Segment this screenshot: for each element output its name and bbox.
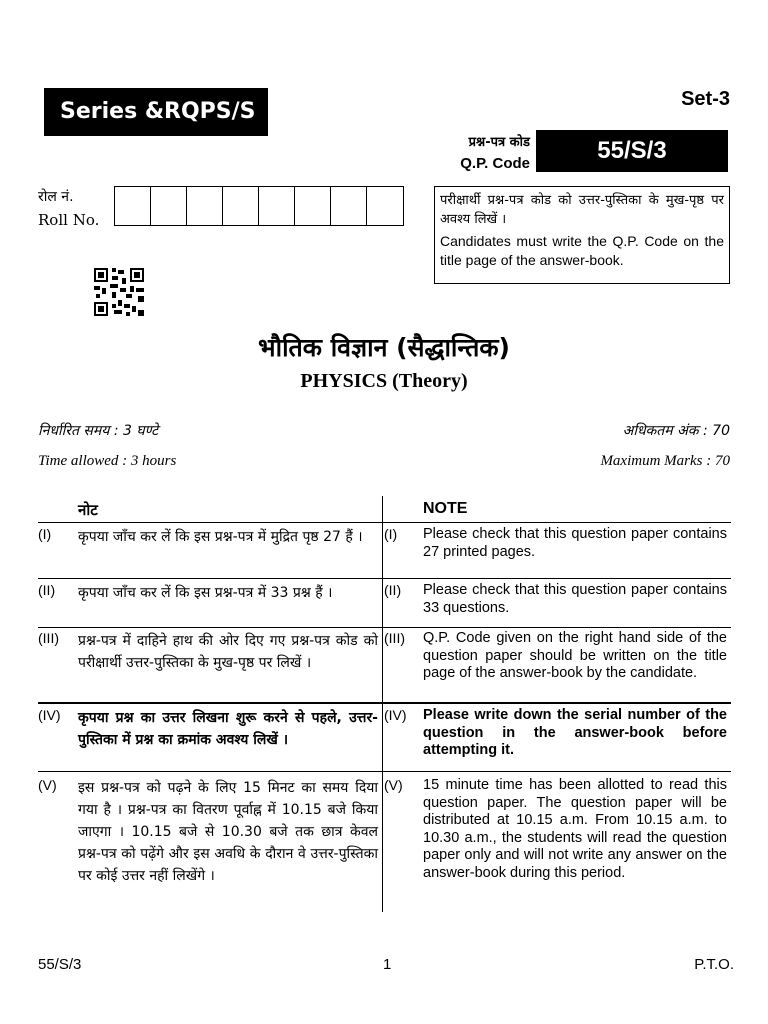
qr-code-icon	[94, 268, 144, 316]
row-divider	[38, 522, 731, 523]
note-text-hindi: कृपया जाँच कर लें कि इस प्रश्न-पत्र में मुद्रित पृष्ठ 27 हैं ।	[78, 529, 363, 545]
qp-code-box: 55/S/3	[536, 130, 728, 172]
note-text-hindi: कृपया जाँच कर लें कि इस प्रश्न-पत्र में 33 प्रश्न हैं ।	[78, 585, 333, 601]
row-divider	[38, 578, 731, 579]
note-text-english: Please check that this question paper contains 33 questions.	[423, 582, 727, 616]
set-number: Set-3	[681, 88, 730, 110]
row-divider	[38, 702, 731, 704]
please-turn-over: P.T.O.	[694, 956, 734, 973]
note-text-english: 15 minute time has been allotted to read this question paper. The question paper will be distributed at 10.15 a.m. From 10.15 a.m. to 10.30 a.m., the students will read the question paper only and will not write any answer on the answer-book during this period.	[423, 777, 727, 881]
roll-digit-box[interactable]	[223, 187, 259, 225]
page-number: 1	[383, 956, 392, 973]
row-divider	[38, 771, 731, 772]
row-divider	[38, 627, 731, 628]
note-number: (V)	[384, 777, 403, 793]
time-allowed-english: Time allowed : 3 hours	[38, 453, 177, 469]
footer-qp-code: 55/S/3	[38, 956, 82, 973]
roll-digit-box[interactable]	[151, 187, 187, 225]
roll-digit-box[interactable]	[259, 187, 295, 225]
note-number: (IV)	[38, 707, 61, 723]
note-heading-hindi: नोट	[78, 501, 98, 519]
notes-column-divider	[382, 496, 383, 912]
note-text-english: Please write down the serial number of the question in the answer-book before attempting it.	[423, 707, 727, 758]
time-allowed-hindi: निर्धारित समय : 3 घण्टे	[38, 423, 159, 439]
note-number: (II)	[38, 582, 56, 598]
subject-title-english: PHYSICS (Theory)	[300, 370, 468, 392]
note-number: (II)	[384, 582, 402, 598]
roll-label-english: Roll No.	[38, 211, 100, 229]
roll-number-boxes[interactable]	[114, 186, 404, 226]
note-text-hindi: कृपया प्रश्न का उत्तर लिखना शुरू करने से पहले, उत्तर-पुस्तिका में प्रश्न का क्रमांक अवश्य लिखें ।	[78, 710, 378, 748]
qp-code-label-hindi: प्रश्न-पत्र कोड	[468, 135, 530, 150]
qp-code-label-english: Q.P. Code	[460, 155, 530, 172]
note-number: (IV)	[384, 707, 407, 723]
note-text-english: Please check that this question paper contains 27 printed pages.	[423, 526, 727, 560]
note-number: (III)	[38, 630, 59, 646]
note-heading-english: NOTE	[423, 500, 468, 517]
roll-digit-box[interactable]	[187, 187, 223, 225]
qp-code-label	[400, 132, 530, 174]
note-number: (V)	[38, 777, 57, 793]
note-text-english: Q.P. Code given on the right hand side of the question paper should be written on the title page of the answer-book by the candidate.	[423, 630, 727, 681]
note-text-hindi: प्रश्न-पत्र में दाहिने हाथ की ओर दिए गए प्रश्न-पत्र कोड को परीक्षार्थी उत्तर-पुस्तिका के मुख-पृष्ठ पर लिखें ।	[78, 633, 378, 671]
note-text-hindi: इस प्रश्न-पत्र को पढ़ने के लिए 15 मिनट का समय दिया गया है । प्रश्न-पत्र का वितरण पूर्वाह्न में 10.15 बजे किया जाएगा । 10.15 बजे से 10.30 बजे तक छात्र केवल प्रश्न-पत्र को पढ़ेंगे और इस अवधि के दौरान वे उत्तर-पुस्तिका पर कोई उत्तर नहीं लिखेंगे ।	[78, 780, 378, 884]
roll-digit-box[interactable]	[331, 187, 367, 225]
series-banner: Series &RQPS/S	[44, 88, 268, 136]
note-number: (I)	[38, 526, 52, 542]
notice-english: Candidates must write the Q.P. Code on the title page of the answer-book.	[440, 233, 724, 268]
roll-number-label	[38, 186, 99, 232]
note-number: (III)	[384, 630, 405, 646]
roll-digit-box[interactable]	[367, 187, 403, 225]
notice-hindi: परीक्षार्थी प्रश्न-पत्र कोड को उत्तर-पुस्तिका के मुख-पृष्ठ पर अवश्य लिखें ।	[440, 193, 724, 227]
max-marks-hindi: अधिकतम अंक : 70	[622, 423, 730, 439]
roll-digit-box[interactable]	[115, 187, 151, 225]
roll-digit-box[interactable]	[295, 187, 331, 225]
roll-label-hindi: रोल नं.	[38, 189, 74, 205]
subject-title-hindi: भौतिक विज्ञान (सैद्धान्तिक)	[258, 333, 510, 362]
note-number: (I)	[384, 526, 398, 542]
qp-code-notice	[434, 186, 730, 284]
max-marks-english: Maximum Marks : 70	[600, 453, 730, 469]
